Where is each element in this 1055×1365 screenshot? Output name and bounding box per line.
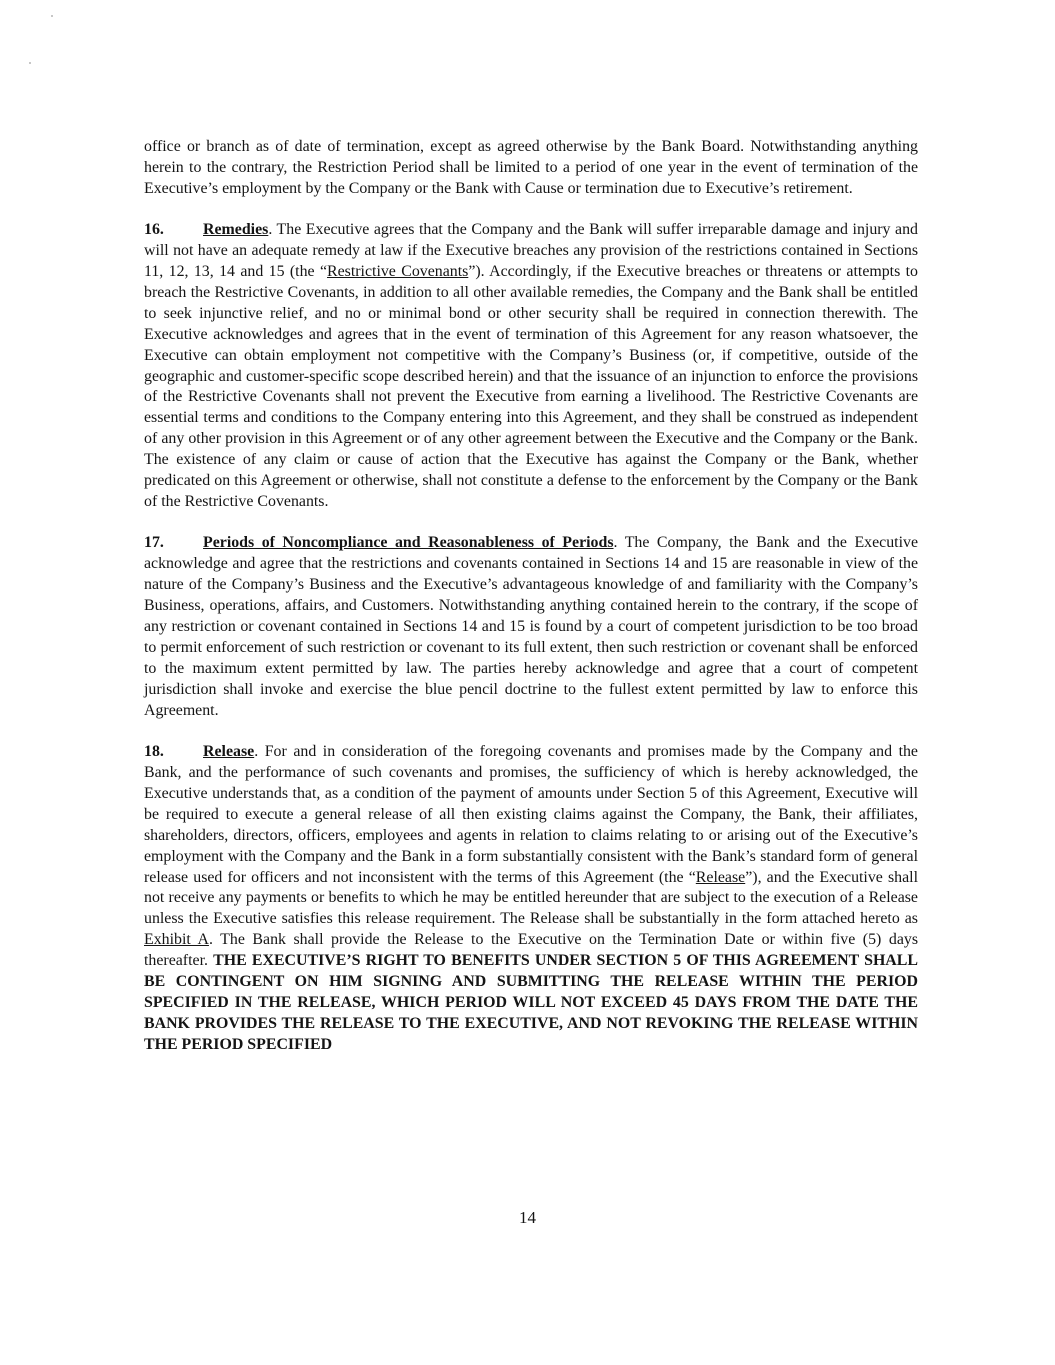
section-number: 16. — [144, 221, 164, 239]
section-text: ”), and the Executive shall not receive any payments or benefits to which he may be entitled hereunder that are subject to the execution of a Release unless the Executive satisfies this release requirement. The Release shall be substantially in the form attached hereto as — [144, 868, 919, 928]
section-number: 18. — [144, 743, 164, 761]
section-heading: Release — [203, 743, 255, 761]
continuation-text: office or branch as of date of termination, except as agreed otherwise by the Bank Board. Notwithstanding anything herein to the contrary, the Restriction Period shall be limited to a period of one year in the event of termination of the Executive’s employment by the Company or the Bank with Cause or termination due to Executive’s retirement. — [144, 138, 918, 197]
page-number: 14 — [519, 1208, 536, 1227]
section-heading: Remedies — [203, 221, 269, 239]
continuation-paragraph — [144, 137, 918, 200]
scan-speck — [51, 15, 53, 17]
section-number: 17. — [144, 534, 164, 552]
section-heading: Periods of Noncompliance and Reasonableness of Periods — [203, 534, 614, 552]
section-text: . The Bank shall provide the Release to the Executive on the Termination Date or within five (5) days thereafter. — [144, 931, 919, 970]
bold-caps-clause: THE EXECUTIVE’S RIGHT TO BENEFITS UNDER SECTION 5 OF THIS AGREEMENT SHALL BE CONTINGENT ON HIM SIGNING AND SUBMITTING THE RELEASE WITHIN THE PERIOD SPECIFIED IN THE RELEASE, WHICH PERIOD WILL NOT EXCEED 45 DAYS FROM THE DATE THE BANK PROVIDES THE RELEASE TO THE EXECUTIVE, AND NOT REVOKING THE RELEASE WITHIN THE PERIOD SPECIFIED — [144, 952, 918, 1053]
defined-term: Release — [695, 868, 746, 886]
document-body — [144, 137, 918, 1076]
section-18-release — [144, 742, 918, 1056]
section-17-periods — [144, 533, 918, 721]
section-16-remedies — [144, 220, 918, 513]
section-text: . The Executive agrees that the Company and the Bank will suffer irreparable damage and injury and will not have an adequate remedy at law if the Executive breaches any provision of the restrictions contained in Sections 11, 12, 13, 14 and 15 (the “ — [144, 221, 918, 281]
section-text: . For and in consideration of the foregoing covenants and promises made by the Company and the Bank, and the performance of such covenants and promises, the sufficiency of which is hereby acknowledged, the Executive understands that, as a condition of the payment of amounts under Section 5 of this Agreement, Executive will be required to execute a general release of all then existing claims against the Company, the Bank, their affiliates, shareholders, directors, officers, employees and agents in relation to claims relating to or arising out of the Executive’s employment with the Company and the Bank in a form substantially consistent with the Bank’s standard form of general release used for officers and not inconsistent with the terms of this Agreement (the “ — [144, 743, 918, 886]
defined-term: Restrictive Covenants — [327, 263, 469, 281]
exhibit-reference: Exhibit A — [144, 931, 209, 949]
section-text: ”). Accordingly, if the Executive breaches or threatens or attempts to breach the Restrictive Covenants, in addition to all other available remedies, the Company and the Bank shall be entitled to seek injunctive relief, and no or minimal bond or other security shall be required in connection therewith. The Executive acknowledges and agrees that in the event of termination of this Agreement for any reason whatsoever, the Executive can obtain employment not competitive with the Company’s Business (or, if competitive, outside of the geographic and customer-specific scope described herein) and that the issuance of an injunction to enforce the provisions of the Restrictive Covenants shall not prevent the Executive from earning a livelihood. The Restrictive Covenants are essential terms and conditions to the Company entering into this Agreement, and they shall be construed as independent of any other provision in this Agreement or of any other agreement between the Executive and the Company or the Bank. The existence of any claim or cause of action that the Executive has against the Company or the Bank, whether predicated on this Agreement or otherwise, shall not constitute a defense to the enforcement by the Company or the Bank of the Restrictive Covenants. — [144, 263, 918, 510]
scan-speck — [29, 62, 31, 64]
section-text: . The Company, the Bank and the Executive acknowledge and agree that the restrictions and covenants contained in Sections 14 and 15 are reasonable in view of the nature of the Company’s Business and the Executive’s advantageous knowledge of and familiarity with the Company’s Business, operations, affairs, and Customers. Notwithstanding anything contained herein to the contrary, if the scope of any restriction or covenant contained in Sections 14 and 15 is found by a court of competent jurisdiction to be too broad to permit enforcement of such restriction or covenant to its full extent, then such restriction or covenant shall be enforced to the maximum extent permitted by law. The parties hereby acknowledge and agree that a court of competent jurisdiction shall invoke and exercise the blue pencil doctrine to the fullest extent permitted by law to enforce this Agreement. — [144, 534, 919, 719]
